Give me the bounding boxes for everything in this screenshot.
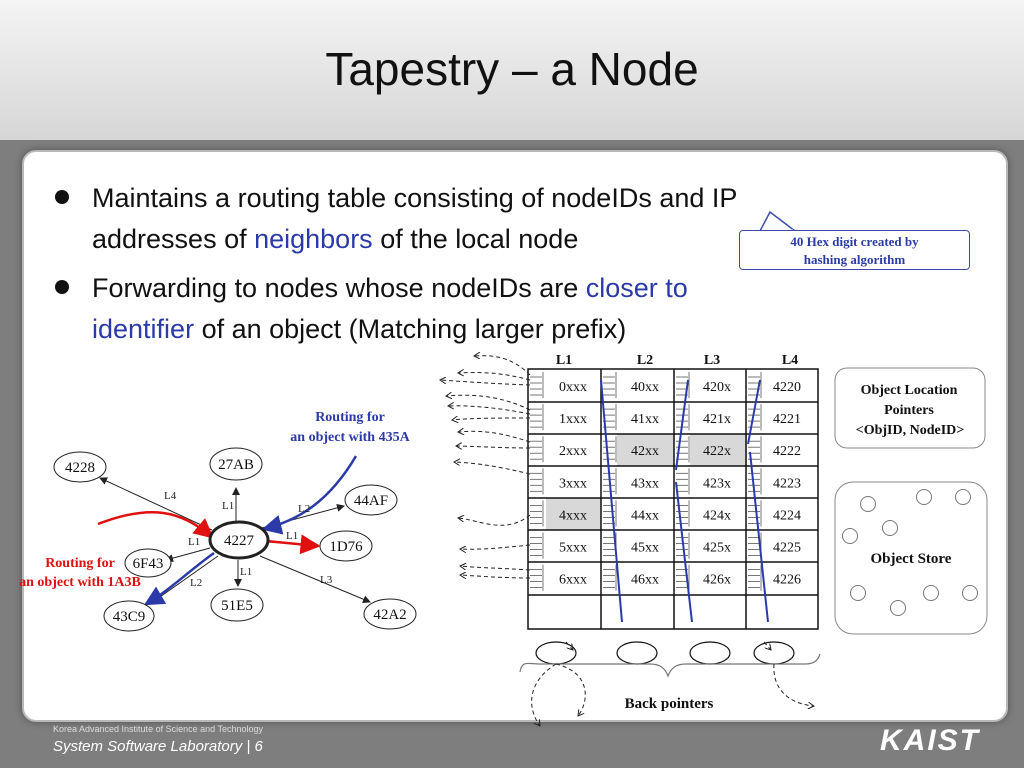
kaist-logo: KAIST — [880, 724, 980, 757]
back-pointer-ovals — [536, 642, 794, 664]
edge-label-l2-44af: L2 — [298, 503, 311, 515]
routing-435a-line-1: Routing for — [315, 410, 385, 425]
level-header: L3 — [703, 353, 721, 368]
object-location-line-1: Object Location — [860, 383, 958, 398]
identifier-term: identifier — [92, 314, 195, 344]
routing-table-cell: 0xxx — [559, 380, 587, 395]
routing-table-cell: 3xxx — [559, 476, 587, 492]
routing-1a3b-line-2: an object with 1A3B — [19, 575, 141, 590]
object-location-line-2: Pointers — [884, 403, 934, 418]
object-location-line-3: <ObjID, NodeID> — [855, 423, 965, 438]
routing-table-cell: 426x — [703, 572, 731, 588]
bullet-2-line-2: identifier of an object (Matching larger prefix) — [92, 314, 627, 344]
node-label-1d76: 1D76 — [329, 539, 363, 555]
node-label-44af: 44AF — [353, 493, 389, 509]
edge-label-l2-43c9: L2 — [190, 577, 203, 589]
slide-title: Tapestry – a Node — [325, 43, 699, 95]
node-label-4228: 4228 — [65, 460, 95, 476]
edge-label-l1-27ab: L1 — [222, 500, 235, 512]
routing-table-cell: 45xx — [631, 540, 659, 556]
routing-table-cell: 4222 — [773, 444, 801, 460]
level-header: L1 — [555, 353, 573, 368]
node-label-4227: 4227 — [224, 533, 254, 549]
routing-435a-line-2: an object with 435A — [290, 430, 410, 445]
node-label-43c9: 43C9 — [112, 609, 146, 625]
routing-table-cell: 2xxx — [559, 444, 587, 460]
routing-table-cell: 40xx — [631, 380, 659, 395]
routing-table-cell: 6xxx — [559, 572, 587, 588]
level-header: L2 — [636, 353, 654, 368]
routing-table-cell: 4223 — [773, 476, 801, 492]
routing-table-cell: 4xxx — [559, 508, 587, 524]
edge-label-l1-1d76: L1 — [286, 530, 299, 542]
routing-table-cell: 420x — [703, 380, 731, 395]
edge-label-l1-6f43: L1 — [188, 536, 201, 548]
route-435A-in — [264, 456, 356, 529]
bullet-1-line-2: addresses of neighbors of the local node — [92, 224, 579, 254]
footer-institute: Korea Advanced Institute of Science and Technology — [53, 724, 263, 734]
routing-table-cell: 4221 — [773, 412, 801, 428]
object-store-label: Object Store — [870, 551, 952, 567]
routing-table-cell: 1xxx — [559, 412, 587, 428]
routing-table-cell: 41xx — [631, 412, 659, 428]
node-label-51e5: 51E5 — [221, 598, 253, 614]
routing-table-cell: 4225 — [773, 540, 801, 556]
edge-label-l3-42a2: L3 — [320, 574, 333, 586]
bullet-1-line-1: Maintains a routing table consisting of nodeIDs and IP — [92, 183, 738, 213]
neighbors-term: neighbors — [254, 224, 373, 254]
level-header: L4 — [781, 353, 799, 368]
node-label-42a2: 42A2 — [373, 607, 407, 623]
routing-table — [528, 353, 818, 629]
routing-table-cell: 425x — [703, 540, 731, 556]
routing-table-cell: 4224 — [773, 508, 801, 524]
routing-table-cell: 4220 — [773, 380, 801, 395]
routing-table-cell: 424x — [703, 508, 731, 524]
routing-table-cell: 44xx — [631, 508, 659, 524]
edge-label-l4: L4 — [164, 490, 177, 502]
routing-table-cell: 4226 — [773, 572, 801, 588]
hex-digit-callout: 40 Hex digit created by hashing algorithm — [739, 230, 970, 270]
routing-table-cell: 43xx — [631, 476, 659, 492]
routing-table-cell: 42xx — [631, 444, 659, 460]
neighbor-arrows — [440, 356, 530, 578]
footer-lab: System Software Laboratory | 6 — [53, 738, 263, 755]
closer-to-term: closer to — [585, 273, 688, 303]
route-1A3B-in — [98, 512, 212, 537]
routing-table-cell: 423x — [703, 476, 731, 492]
routing-table-cell: 46xx — [631, 572, 659, 588]
back-pointers-label: Back pointers — [624, 696, 714, 712]
pointer-lines — [601, 380, 768, 622]
routing-1a3b-line-1: Routing for — [45, 556, 115, 571]
bullet-2-line-1: Forwarding to nodes whose nodeIDs are closer to — [92, 273, 688, 303]
node-label-27ab: 27AB — [218, 457, 254, 473]
routing-table-cell: 5xxx — [559, 540, 587, 556]
node-label-6f43: 6F43 — [132, 556, 164, 572]
routing-table-cell: 422x — [703, 444, 731, 460]
edge-label-l1-51e5: L1 — [240, 566, 253, 578]
routing-table-cell: 421x — [703, 412, 731, 428]
